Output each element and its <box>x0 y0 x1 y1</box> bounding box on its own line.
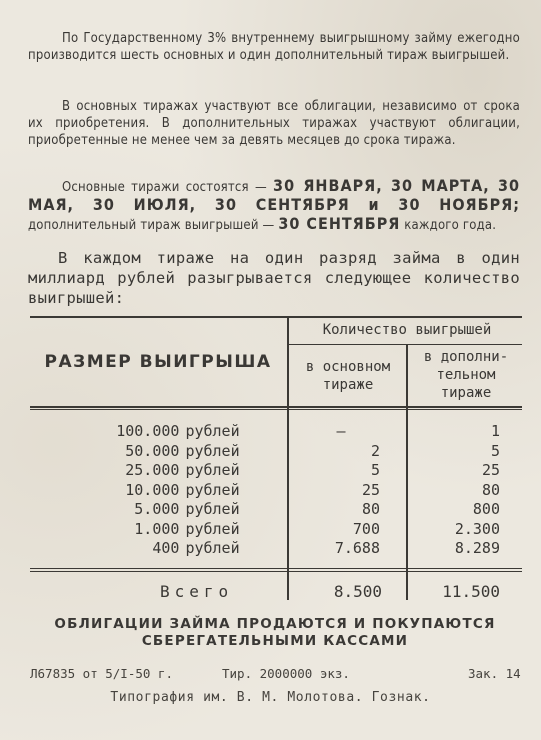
header-prize-count: Количество выигрышей <box>322 322 492 338</box>
main-count-cell: 25 <box>361 480 380 499</box>
main-count-cell: 700 <box>352 519 380 538</box>
paragraph-loan-intro: По Государственному 3% внутреннему выигрышному займу ежегодно производится шесть основных и один дополнительный тираж выигрышей. <box>28 31 520 63</box>
table-header-rule <box>30 406 522 408</box>
total-main-count: 8.500 <box>333 582 382 601</box>
paragraph-participation: В основных тиражах участвуют все облигации, независимо от срока их приобретения. В дополнительных тиражах участвуют облигации, приобретенные не менее чем за девять месяцев до срока тиража. <box>28 99 520 148</box>
additional-count-cell: 800 <box>472 500 500 518</box>
table-row: 1.000 рублей <box>134 519 240 538</box>
header-prize-size: РАЗМЕР ВЫИГРЫША <box>44 352 272 372</box>
paragraph-draw-dates: Основные тиражи состоятся — 30 ЯНВАРЯ, 30 МАРТА, 30 МАЯ, 30 ИЮЛЯ, 30 СЕНТЯБРЯ и 30 НОЯБРЯ; дополнительный тираж выигрышей — 30 СЕНТЯБРЯ каждого года. <box>28 176 520 233</box>
additional-count-cell: 8.289 <box>454 539 500 557</box>
table-row: 10.000 рублей <box>125 480 240 499</box>
draw-dates: 30 ЯНВАРЯ, 30 МАРТА, 30 МАЯ, 30 ИЮЛЯ, 30 СЕНТЯБРЯ и 30 НОЯБРЯ; <box>28 176 520 214</box>
main-count-cell: — <box>336 422 346 440</box>
header-additional-draw: в дополни- тельном тираже <box>423 349 509 401</box>
additional-count-cell: 80 <box>481 480 500 499</box>
count-sub-rule <box>288 344 522 345</box>
print-code: Л67835 от 5/I-50 г. <box>30 666 173 681</box>
additional-count-cell: 2.300 <box>454 519 500 538</box>
main-count-cell: 80 <box>361 500 380 518</box>
prize-amount-column <box>70 422 270 559</box>
table-row: 50.000 рублей <box>125 441 240 460</box>
total-rule-2 <box>30 571 522 572</box>
column-divider-2 <box>406 345 408 600</box>
main-count-cell: 7.688 <box>334 539 380 557</box>
table-row: 5.000 рублей <box>134 500 240 518</box>
print-run: Тир. 2000000 экз. <box>222 666 350 681</box>
total-rule <box>30 568 522 569</box>
additional-count-cell: 25 <box>481 461 500 479</box>
main-count-cell: 2 <box>370 441 380 460</box>
column-divider-1 <box>287 318 289 600</box>
additional-count-cell: 1 <box>490 422 500 440</box>
main-draw-column <box>292 422 380 559</box>
additional-draw-column <box>410 422 500 559</box>
table-top-rule <box>30 316 522 318</box>
order-number: Зак. 14 <box>468 666 521 681</box>
printer-imprint: Типография им. В. М. Молотова. Гознак. <box>110 690 431 705</box>
total-additional-count: 11.500 <box>442 582 500 601</box>
extra-draw-date: 30 СЕНТЯБРЯ <box>278 214 401 233</box>
table-row: 25.000 рублей <box>125 461 240 479</box>
main-count-cell: 5 <box>370 461 380 479</box>
table-row: 100.000 рублей <box>116 422 240 440</box>
table-row: 400 рублей <box>152 539 240 557</box>
banner-line-1: ОБЛИГАЦИИ ЗАЙМА ПРОДАЮТСЯ И ПОКУПАЮТСЯ <box>54 616 496 632</box>
paragraph-prize-intro: В каждом тираже на один разряд займа в один миллиард рублей разыгрывается следующее количество выигрышей: <box>28 249 520 307</box>
additional-count-cell: 5 <box>490 441 500 460</box>
banner-line-2: СБЕРЕГАТЕЛЬНЫМИ КАССАМИ <box>141 633 409 649</box>
header-main-draw: в основном тираже <box>305 359 391 393</box>
table-header-rule-2 <box>30 409 522 410</box>
total-label: Всего <box>160 582 234 601</box>
